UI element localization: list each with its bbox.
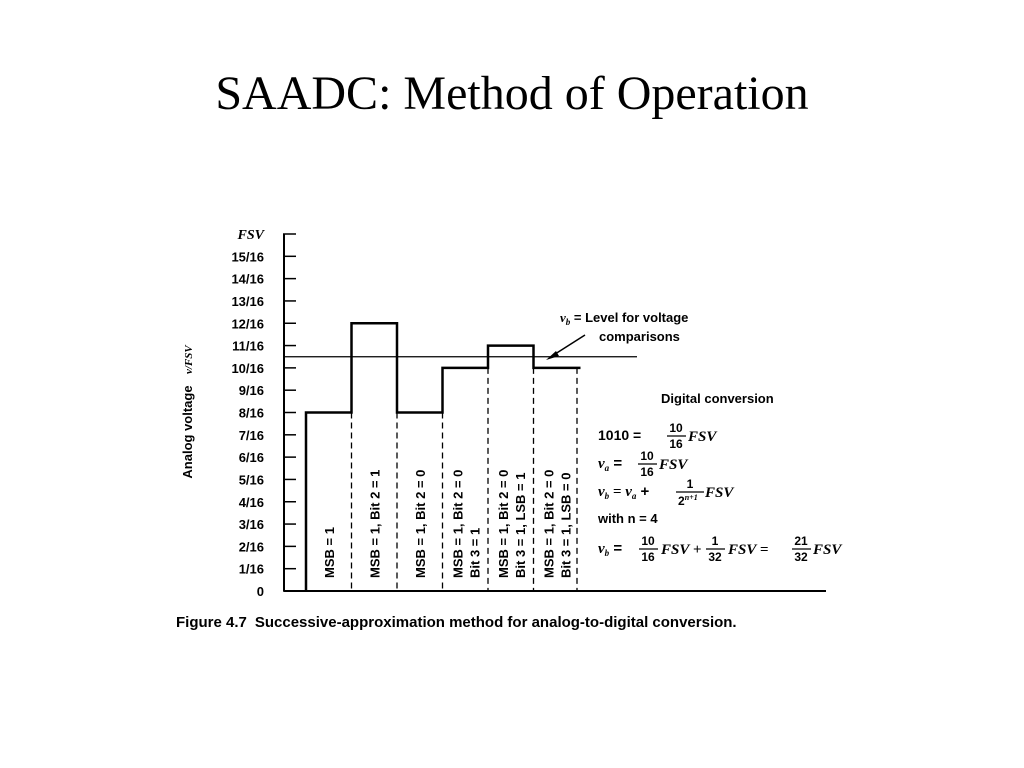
level-text: = Level for voltage <box>570 310 689 325</box>
y-tick-label: 1/16 <box>238 561 264 577</box>
eq1-left: 1010 = <box>598 427 642 443</box>
eq2-left <box>598 455 622 473</box>
eq3-mid: = v <box>609 484 632 500</box>
eq5-num3: 21 <box>794 534 808 548</box>
digital-conversion-heading: Digital conversion <box>661 391 774 406</box>
eq3-left <box>598 483 650 501</box>
eq4: with n = 4 <box>598 511 658 526</box>
y-tick-label: 0 <box>256 584 264 599</box>
step-label: MSB = 1, Bit 2 = 0 <box>495 469 511 578</box>
y-axis-ticks <box>231 228 296 599</box>
eq5-den1: 16 <box>641 550 655 564</box>
eq5-unit1: FSV + <box>661 542 702 558</box>
y-axis-label-fraction: v/FSV <box>183 345 195 374</box>
step-line <box>306 323 581 591</box>
y-tick-label: 15/16 <box>231 249 264 265</box>
eq2-sym: v <box>598 456 605 472</box>
eq5-num1: 10 <box>641 534 655 548</box>
y-axis-label-group <box>180 344 195 479</box>
eq3-sym: v <box>598 484 605 500</box>
eq5-unit3: FSV <box>813 542 842 558</box>
eq3-unit: FSV <box>705 485 734 501</box>
slide-title: SAADC: Method of Operation <box>215 67 809 120</box>
y-tick-label: 14/16 <box>231 271 264 287</box>
eq3-sub: b <box>604 491 610 501</box>
step-label: MSB = 1, Bit 2 = 0 <box>450 469 466 578</box>
eq3-mid-sub: a <box>631 491 637 501</box>
step-label-line2: Bit 3 = 1, LSB = 0 <box>558 472 574 578</box>
step-label: MSB = 1, Bit 2 = 0 <box>412 469 428 578</box>
y-tick-label: FSV <box>237 228 264 243</box>
figure-caption <box>176 614 737 631</box>
y-axis-label: Analog voltage <box>180 385 195 479</box>
step-label: MSB = 1, Bit 2 = 1 <box>367 469 383 578</box>
eq5-left <box>598 540 622 558</box>
level-symbol-sub: b <box>565 317 571 327</box>
step-label-line2: Bit 3 = 1 <box>467 527 483 578</box>
eq3-num: 1 <box>686 477 694 491</box>
level-annotation-line2: comparisons <box>599 329 680 344</box>
y-tick-label: 10/16 <box>231 360 264 376</box>
level-annotation-line1 <box>560 310 688 327</box>
eq5-sym: v <box>598 541 605 557</box>
y-tick-label: 9/16 <box>238 383 264 399</box>
step-waveform <box>306 323 581 591</box>
eq2-eq: = <box>609 455 623 472</box>
eq2-unit: FSV <box>659 457 688 473</box>
caption-text: Successive-approximation method for analog-to-digital conversion. <box>254 614 737 631</box>
digital-conversion <box>597 391 843 564</box>
eq1-num: 10 <box>669 421 683 435</box>
eq1-den: 16 <box>669 437 683 451</box>
y-tick-label: 6/16 <box>238 450 264 466</box>
step-label: MSB = 1 <box>321 527 337 578</box>
y-tick-label: 13/16 <box>231 293 264 309</box>
y-tick-label: 4/16 <box>238 494 264 510</box>
eq5-unit2: FSV = <box>728 542 769 558</box>
eq2-sub: a <box>604 463 610 473</box>
eq5-num2: 1 <box>711 534 719 548</box>
eq3-den-exp: n+1 <box>684 493 698 502</box>
step-label-line2: Bit 3 = 1, LSB = 1 <box>512 472 528 578</box>
eq1-unit: FSV <box>688 429 717 445</box>
eq5-sub: b <box>604 548 610 558</box>
eq3-den <box>678 493 698 508</box>
y-tick-label: 11/16 <box>232 338 264 354</box>
eq5-den2: 32 <box>708 550 722 564</box>
eq2-den: 16 <box>640 465 654 479</box>
y-tick-label: 8/16 <box>238 405 264 421</box>
eq5-den3: 32 <box>794 550 808 564</box>
eq2-num: 10 <box>640 449 654 463</box>
y-tick-label: 3/16 <box>238 517 264 533</box>
level-symbol: v <box>560 310 566 325</box>
eq5-eq: = <box>609 540 623 557</box>
eq3-den-base: 2 <box>678 494 685 508</box>
y-tick-label: 12/16 <box>231 316 264 332</box>
y-tick-label: 5/16 <box>238 472 264 488</box>
eq3-plus: + <box>636 483 650 500</box>
y-tick-label: 2/16 <box>238 539 264 555</box>
y-tick-label: 7/16 <box>238 427 264 443</box>
caption-bold: Figure 4.7 <box>176 614 247 631</box>
step-label: MSB = 1, Bit 2 = 0 <box>541 469 557 578</box>
